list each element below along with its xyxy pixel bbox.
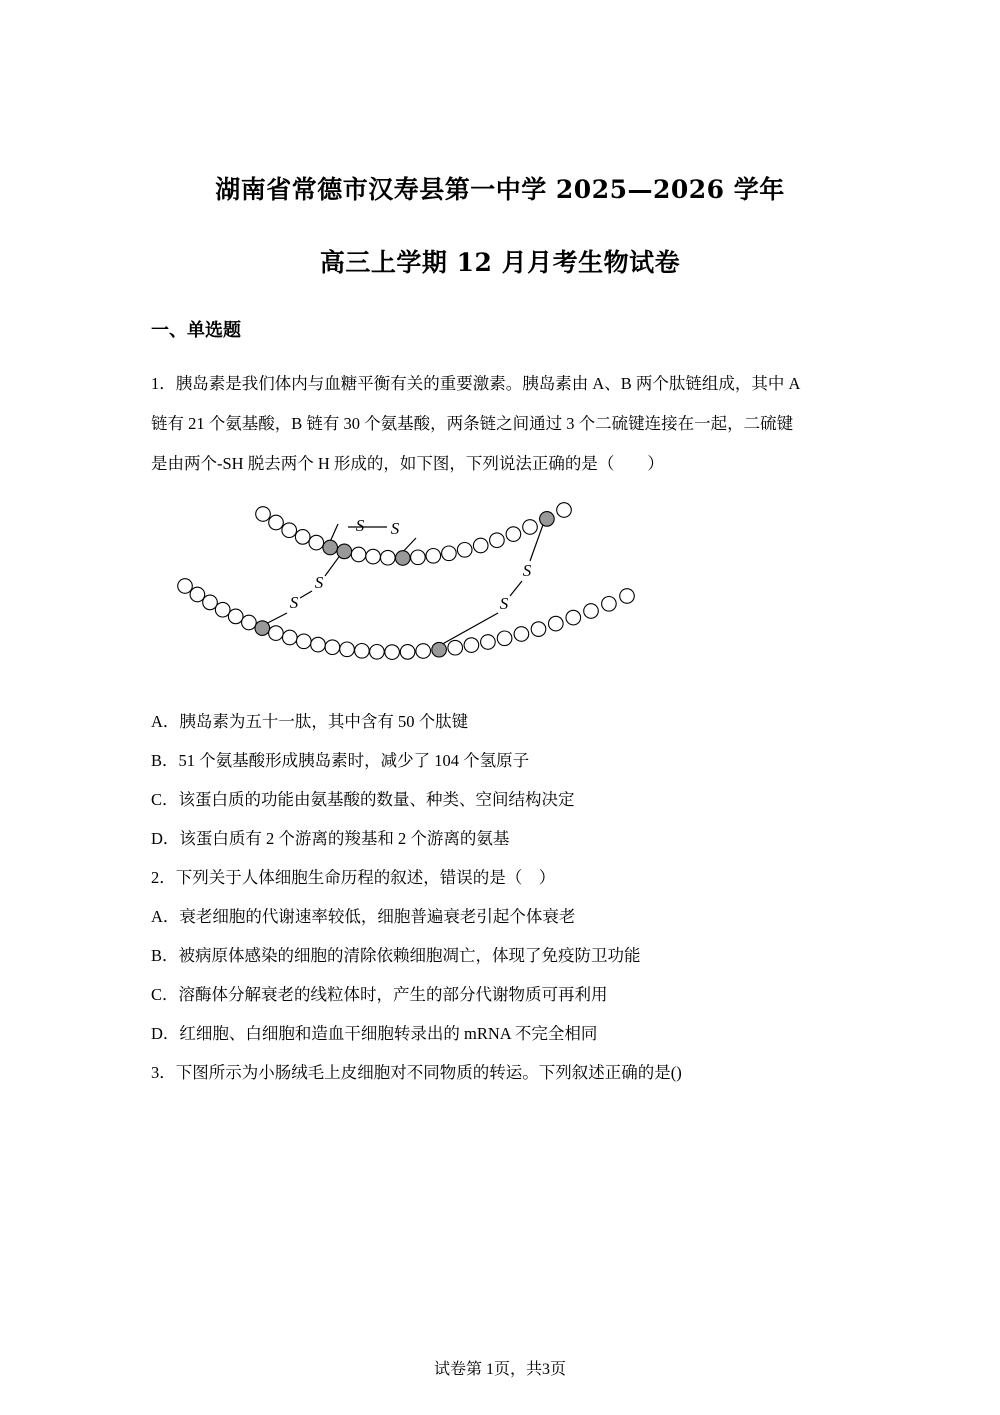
chain-a-amino-acid-bead (442, 546, 457, 561)
q2-stem: 2．下列关于人体细胞生命历程的叙述，错误的是（ ） (151, 868, 556, 887)
q1-stem-line-1: 1．胰岛素是我们体内与血糖平衡有关的重要激素。胰岛素由 A、B 两个肽链组成，其中 A (151, 374, 801, 393)
q1-option-a: A．胰岛素为五十一肽，其中含有 50 个肽键 (151, 712, 469, 731)
chain-b-amino-acid-bead (584, 604, 599, 619)
intra-bond-right (403, 538, 416, 552)
chain-b-amino-acid-bead (514, 627, 529, 642)
chain-a-amino-acid-bead (457, 543, 472, 558)
sulfur-label-intra-1: S (355, 515, 365, 535)
chain-a-amino-acid-bead (256, 507, 271, 522)
chain-a-amino-acid-bead (426, 549, 441, 564)
chain-b-amino-acid-bead (355, 644, 370, 659)
exam-title-line-2: 高三上学期 12 月月考生物试卷 (319, 248, 681, 277)
chain-a-amino-acid-bead (411, 550, 426, 565)
chain-b-cysteine-bead (432, 642, 447, 657)
chain-b-amino-acid-bead (481, 635, 496, 650)
chain-b-amino-acid-bead (370, 645, 385, 660)
chain-b-amino-acid-bead (497, 631, 512, 646)
chain-a-cysteine-bead (337, 544, 352, 559)
chain-a-amino-acid-bead (309, 535, 324, 550)
insulin-structure-diagram (170, 498, 650, 676)
chain-b-amino-acid-bead (178, 579, 193, 594)
chain-a-amino-acid-bead (490, 533, 505, 548)
chain-a-amino-acid-bead (269, 515, 284, 530)
sulfur-label-inter-right-1: S (522, 560, 532, 580)
q1-stem-line-3: 是由两个-SH 脱去两个 H 形成的，如下图，下列说法正确的是（ ） (151, 454, 664, 473)
chain-b-amino-acid-bead (283, 630, 298, 645)
chain-b-amino-acid-bead (620, 589, 635, 604)
q2-option-a: A．衰老细胞的代谢速率较低，细胞普遍衰老引起个体衰老 (151, 907, 576, 926)
inter-bond-left-lower (267, 613, 287, 623)
chain-b-amino-acid-bead (385, 645, 400, 660)
q2-option-b: B．被病原体感染的细胞的清除依赖细胞凋亡，体现了免疫防卫功能 (151, 946, 641, 965)
chain-b-amino-acid-bead (190, 587, 205, 602)
intra-bond-left (330, 524, 338, 542)
chain-b-amino-acid-bead (602, 597, 617, 612)
chain-a-amino-acid-bead (366, 549, 381, 564)
chain-b-amino-acid-bead (566, 610, 581, 625)
chain-a-amino-acid-bead (523, 520, 538, 535)
chain-a-amino-acid-bead (473, 538, 488, 553)
chain-b-amino-acid-bead (464, 638, 479, 653)
sulfur-label-inter-left-1: S (314, 572, 324, 592)
chain-a-cysteine-bead (323, 540, 338, 555)
chain-b-amino-acid-bead (269, 626, 284, 641)
chain-b-amino-acid-bead (416, 644, 431, 659)
q2-option-d: D．红细胞、白细胞和造血干细胞转录出的 mRNA 不完全相同 (151, 1024, 598, 1043)
chain-b-amino-acid-bead (531, 622, 546, 637)
section-heading: 一、单选题 (151, 320, 241, 341)
amino-acid-chains (178, 503, 635, 660)
q2-option-c: C．溶酶体分解衰老的线粒体时，产生的部分代谢物质可再利用 (151, 985, 608, 1004)
inter-bond-left-upper (325, 556, 339, 576)
exam-title-line-1: 湖南省常德市汉寿县第一中学 2025—2026 学年 (215, 175, 785, 204)
chain-a-amino-acid-bead (557, 503, 572, 518)
chain-b-amino-acid-bead (297, 634, 312, 649)
q1-option-d: D．该蛋白质有 2 个游离的羧基和 2 个游离的氨基 (151, 829, 510, 848)
inter-bond-left-mid (300, 591, 312, 598)
chain-b-amino-acid-bead (228, 609, 243, 624)
chain-b-amino-acid-bead (448, 640, 463, 655)
chain-a-amino-acid-bead (506, 527, 521, 542)
chain-a-cysteine-bead (396, 551, 411, 566)
q3-stem: 3．下图所示为小肠绒毛上皮细胞对不同物质的转运。下列叙述正确的是() (151, 1063, 682, 1082)
inter-bond-right-mid (510, 581, 522, 596)
page-footer: 试卷第 1页，共3页 (433, 1361, 566, 1378)
chain-a-cysteine-bead (540, 512, 555, 527)
chain-b-amino-acid-bead (340, 642, 355, 657)
chain-a-amino-acid-bead (295, 530, 310, 545)
q1-option-c: C．该蛋白质的功能由氨基酸的数量、种类、空间结构决定 (151, 790, 575, 809)
chain-b-amino-acid-bead (549, 616, 564, 631)
chain-b-amino-acid-bead (311, 637, 326, 652)
q1-option-b: B．51 个氨基酸形成胰岛素时，减少了 104 个氢原子 (151, 751, 530, 770)
sulfur-labels (290, 516, 532, 613)
chain-a-amino-acid-bead (282, 523, 297, 538)
chain-a-amino-acid-bead (351, 547, 366, 562)
chain-b-amino-acid-bead (325, 640, 340, 655)
chain-b-amino-acid-bead (242, 615, 257, 630)
sulfur-label-intra-2: S (390, 518, 400, 538)
chain-a-amino-acid-bead (381, 550, 396, 565)
chain-b-amino-acid-bead (400, 645, 415, 660)
chain-b-amino-acid-bead (215, 602, 230, 617)
chain-b-amino-acid-bead (203, 595, 218, 610)
sulfur-label-inter-right-2: S (499, 593, 509, 613)
q1-stem-line-2: 链有 21 个氨基酸，B 链有 30 个氨基酸，两条链之间通过 3 个二硫键连接在一起，二硫键 (151, 414, 794, 433)
chain-b-cysteine-bead (255, 621, 270, 636)
sulfur-label-inter-left-2: S (289, 592, 299, 612)
